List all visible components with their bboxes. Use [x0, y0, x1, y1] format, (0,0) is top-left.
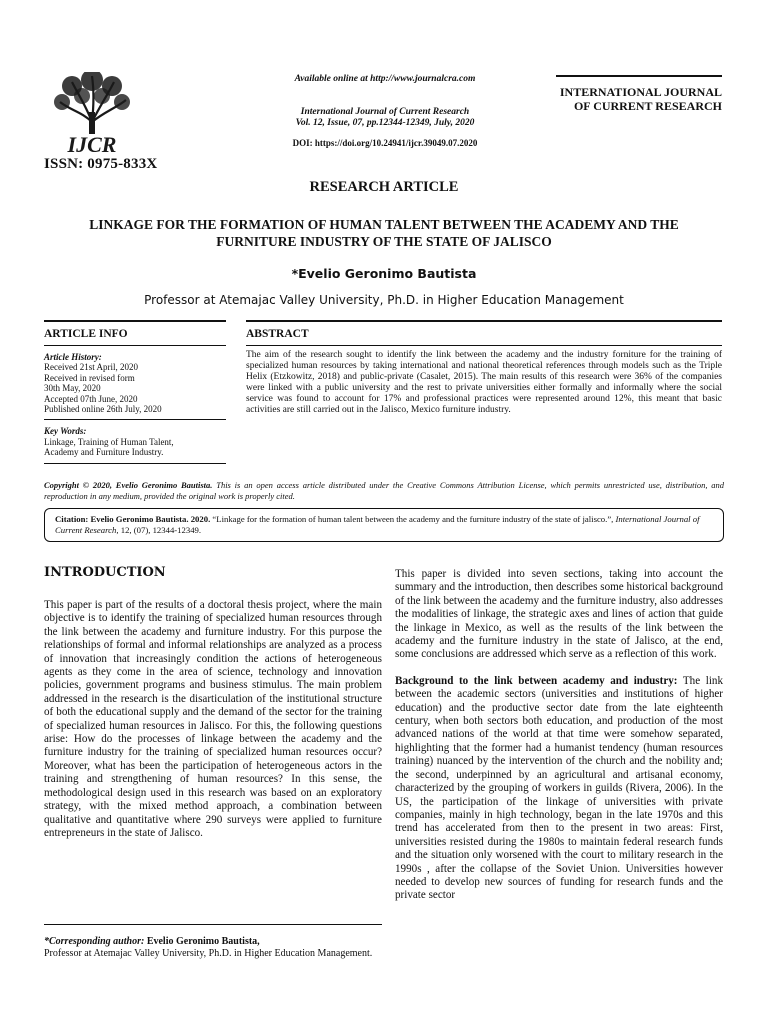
journal-name: International Journal of Current Research	[300, 107, 470, 117]
right-paragraph-2-block	[395, 675, 723, 903]
corresponding-author-footnote	[44, 924, 382, 960]
left-column	[44, 565, 382, 840]
right-paragraph-2: The link between the academic sectors (universities and institutions of higher education) and the productive sector date from the late eighteenth century, when both sectors both education, and production of the most advanced nations of the world at that time were somehow separated, highlighting that the former had a humanist tendency (human resources training) nuanced by the intervention of the church and the nobility and; the second, underpinned by an agricultural and artisanal economy, characterized by the grouping of workers in guilds (Rivera, 2006). In the US, the participation of the linkage of universities with private companies, mainly in high technology, began in the late 1970s and this trend has accelerated from then to the present in two areas: First, universities resisted during the 1980s to maintain federal research funds and the situation only worsened with the court to military research in the 1990s , after the collapse of the Soviet Union. Universities however needed to develop new sources of funding for research funds and the private sector	[395, 674, 723, 902]
introduction-heading: INTRODUCTION	[44, 565, 166, 580]
citation-text: “Linkage for the formation of human talent between the academy and the furniture industry of the state of jalisco.”,	[210, 514, 616, 524]
info-divider	[44, 463, 226, 464]
citation-journal: International Journal of Current Research	[55, 514, 700, 535]
article-history	[44, 346, 226, 414]
logo-text: IJCR	[67, 132, 117, 156]
copyright-text: This is an open access article distributed under the Creative Commons Attribution License, which permits unrestricted use, distribution, and reproduction in any medium, provided the original work is properly cited.	[44, 480, 725, 501]
history-item: Received 21st April, 2020	[44, 362, 138, 373]
affiliation: Professor at Atemajac Valley University, Ph.D. in Higher Education Management	[144, 293, 624, 307]
available-online: Available online at http://www.journalcra.com	[294, 74, 476, 84]
introduction-paragraph: This paper is part of the results of a doctoral thesis project, where the main objective is to identify the training of specialized human resources through the link between the academy and furniture industry. For this purpose the relationships of formal and informal relationships are analyzed as a process of innovation that increasingly condition the actions of heterogeneous agents as they come in the area of science, technology and innovation policies, government programs and business stimulus. The main problem addressed in the research is the disarticulation of the institutional structure of both the educational supply and the demand of the sector for the training of specialized human resources in Jalisco. For this, the following questions arise: How do the processes of linkage between the academy and the furniture industry for the training of specialized human resources occur? Moreover, what has been the participation of heterogeneous actors in the training and strengthening of human resources? In this sense, the methodological design used in this research was based on an exploratory strategy, with the mixed method approach, a combination between qualitative and quantitative where 290 surveys were applied to furniture entrepreneurs in the state of Jalisco.	[44, 599, 382, 839]
right-paragraph-1: This paper is divided into seven sections, taking into account the summary and the introduction, then describes some historical background of the link between the academy and the furniture industry, also addresses the modalities of linkage, the strategic axes and lines of action that guide the linkage in Mexico, as well as the results of the link between the academy and the furniture industry in the state of Jalisco, at the end, some conclusions are addressed which serve as a reflection of this work.	[395, 568, 723, 661]
history-item: Accepted 07th June, 2020	[44, 393, 138, 404]
history-label: Article History:	[44, 352, 102, 362]
tree-logo-icon	[52, 72, 132, 156]
author: *Evelio Geronimo Bautista	[291, 266, 477, 281]
issn: ISSN: 0975-833X	[44, 156, 158, 172]
abstract-heading: ABSTRACT	[246, 320, 722, 346]
footnote-text: Professor at Atemajac Valley University, Ph.D. in Higher Education Management.	[44, 947, 373, 959]
journal-box-line2: OF CURRENT RESEARCH	[573, 99, 722, 113]
background-subheading: Background to the link between academy and industry:	[395, 674, 678, 687]
volume-info: Vol. 12, Issue, 07, pp.12344-12349, July, 2020	[295, 118, 475, 128]
history-item: Published online 26th July, 2020	[44, 404, 162, 415]
doi: DOI: https://doi.org/10.24941/ijcr.39049.07.2020	[292, 138, 478, 148]
footnote-label: *Corresponding author:	[44, 936, 145, 947]
keywords-label: Key Words:	[44, 426, 87, 437]
citation-box	[44, 508, 724, 542]
keyword-line: Linkage, Training of Human Talent,	[44, 436, 174, 447]
title-line1: LINKAGE FOR THE FORMATION OF HUMAN TALENT BETWEEN THE ACADEMY AND THE	[89, 217, 679, 232]
citation-label: Citation: Evelio Geronimo Bautista. 2020.	[55, 514, 211, 524]
history-item: 30th May, 2020	[44, 383, 101, 394]
footnote-name: Evelio Geronimo Bautista,	[144, 936, 260, 947]
journal-logo	[52, 72, 132, 156]
abstract-text: The aim of the research sought to identify the link between the academy and the industry forniture for the training of specialized human resources by taking international and national theoretical references through models such as the Triple Helix (Etzkowitz, 2018) and public-private (Casalet, 2015). The main results of this research were 36% of the companies were linked with a public university and the rest to private universities either formally and informally where the social service was found to account for 17% and professional practices were represented around 12%, this meant that basic activities are still carried out in the Jalisco, Mexico furniture industry.	[246, 350, 722, 415]
article-info-heading: ARTICLE INFO	[44, 320, 226, 346]
keyword-line: Academy and Furniture Industry.	[44, 447, 164, 458]
copyright-bold: Copyright © 2020, Evelio Geronimo Bautista.	[44, 480, 213, 490]
journal-title-box	[556, 75, 722, 113]
right-column	[395, 568, 723, 903]
abstract	[246, 320, 722, 416]
keywords	[44, 420, 226, 457]
title-line2: FURNITURE INDUSTRY OF THE STATE OF JALISCO	[216, 234, 552, 249]
history-item: Received in revised form	[44, 372, 135, 383]
article-type: RESEARCH ARTICLE	[309, 179, 459, 195]
article-info	[44, 320, 226, 464]
copyright-notice	[44, 480, 724, 502]
journal-box-line1: INTERNATIONAL JOURNAL	[559, 85, 722, 99]
masthead	[240, 74, 530, 149]
article-title	[60, 216, 708, 250]
citation-tail: , 12, (07), 12344-12349.	[116, 525, 202, 535]
